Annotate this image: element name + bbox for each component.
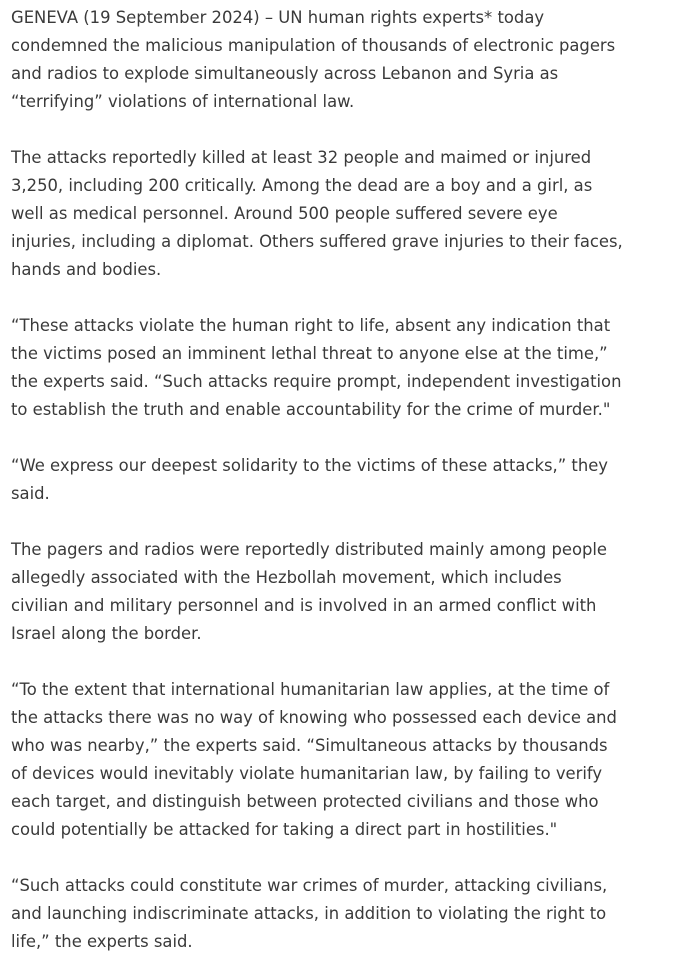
- text-line: injuries, including a diplomat. Others suffered grave injuries to their faces,: [11, 232, 623, 251]
- text-line: “These attacks violate the human right to life, absent any indication that: [11, 316, 611, 335]
- text-line: The attacks reportedly killed at least 32 people and maimed or injured: [11, 148, 592, 167]
- text-line: the victims posed an imminent lethal threat to anyone else at the time,”: [11, 344, 608, 363]
- paragraph-distribution: [11, 536, 665, 648]
- text-line: the experts said. “Such attacks require prompt, independent investigation: [11, 372, 622, 391]
- text-line: Israel along the border.: [11, 624, 202, 643]
- text-line: of devices would inevitably violate humanitarian law, by failing to verify: [11, 764, 603, 783]
- text-line: GENEVA (19 September 2024) – UN human rights experts* today: [11, 8, 545, 27]
- paragraph-solidarity: [11, 452, 665, 508]
- text-line: the attacks there was no way of knowing who possessed each device and: [11, 708, 617, 727]
- text-line: who was nearby,” the experts said. “Simultaneous attacks by thousands: [11, 736, 608, 755]
- paragraph-war-crimes: [11, 872, 665, 956]
- text-line: “terrifying” violations of international law.: [11, 92, 355, 111]
- text-line: each target, and distinguish between protected civilians and those who: [11, 792, 599, 811]
- text-line: hands and bodies.: [11, 260, 162, 279]
- text-line: The pagers and radios were reportedly distributed mainly among people: [11, 540, 608, 559]
- text-line: 3,250, including 200 critically. Among the dead are a boy and a girl, as: [11, 176, 593, 195]
- text-line: civilian and military personnel and is involved in an armed conflict with: [11, 596, 597, 615]
- text-line: “Such attacks could constitute war crimes of murder, attacking civilians,: [11, 876, 608, 895]
- text-line: condemned the malicious manipulation of thousands of electronic pagers: [11, 36, 616, 55]
- text-line: allegedly associated with the Hezbollah movement, which includes: [11, 568, 562, 587]
- text-line: to establish the truth and enable accountability for the crime of murder.": [11, 400, 611, 419]
- paragraph-casualties: [11, 144, 665, 284]
- paragraph-right-to-life: [11, 312, 665, 424]
- text-line: said.: [11, 484, 50, 503]
- text-line: life,” the experts said.: [11, 932, 193, 951]
- text-line: and launching indiscriminate attacks, in addition to violating the right to: [11, 904, 607, 923]
- text-line: could potentially be attacked for taking a direct part in hostilities.": [11, 820, 558, 839]
- text-line: well as medical personnel. Around 500 people suffered severe eye: [11, 204, 558, 223]
- text-line: and radios to explode simultaneously across Lebanon and Syria as: [11, 64, 559, 83]
- text-line: “We express our deepest solidarity to the victims of these attacks,” they: [11, 456, 609, 475]
- paragraph-humanitarian-law: [11, 676, 665, 844]
- text-line: “To the extent that international humanitarian law applies, at the time of: [11, 680, 610, 699]
- paragraph-intro: [11, 4, 665, 116]
